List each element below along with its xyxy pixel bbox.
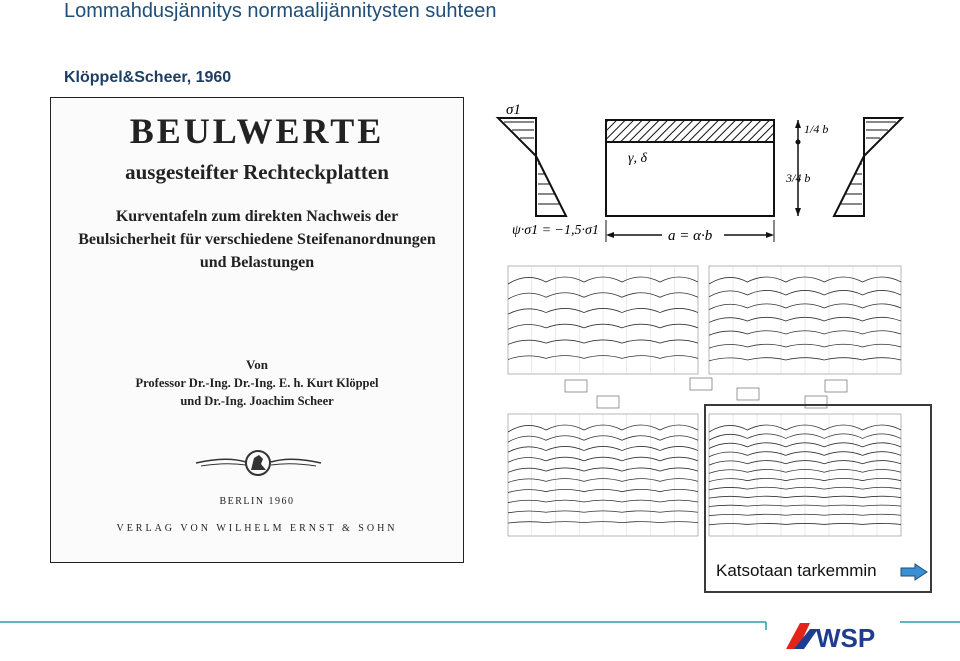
cover-author-2: und Dr.-Ing. Joachim Scheer xyxy=(180,394,334,408)
load-case-sketch xyxy=(737,388,759,400)
arrow-right-icon xyxy=(900,563,928,581)
cover-authors xyxy=(51,374,463,410)
callout-label: Katsotaan tarkemmin xyxy=(716,561,877,580)
load-case-sketch xyxy=(597,396,619,408)
cover-subtitle: ausgesteifter Rechteckplatten xyxy=(125,160,389,184)
wsp-logo xyxy=(786,619,886,655)
right-stress-distribution xyxy=(834,118,902,216)
left-stress-distribution xyxy=(498,118,566,216)
publisher-emblem-icon xyxy=(191,446,326,480)
cover-author-1: Professor Dr.-Ing. Dr.-Ing. E. h. Kurt Klöppel xyxy=(135,376,379,390)
stiffener-hatched xyxy=(606,120,774,142)
cover-place-year: BERLIN 1960 xyxy=(219,496,295,507)
stress-relation-label: ψ·σ1 = −1,5·σ1 xyxy=(512,223,599,238)
length-label: a = α·b xyxy=(668,228,713,244)
load-case-sketch xyxy=(565,380,587,392)
book-cover xyxy=(50,97,464,563)
logo-text: WSP xyxy=(816,623,876,653)
page-subtitle: Klöppel&Scheer, 1960 xyxy=(64,69,232,86)
cover-main-title: BEULWERTE xyxy=(129,111,385,151)
load-case-sketch xyxy=(690,378,712,390)
gamma-delta-label: γ, δ xyxy=(628,151,648,166)
cover-by: Von xyxy=(246,357,268,372)
cover-publisher: VERLAG VON WILHELM ERNST & SOHN xyxy=(116,523,398,534)
cover-description: Kurventafeln zum direkten Nachweis der Beulsicherheit für verschiedene Steifenanordnungen und Belastungen xyxy=(78,208,436,271)
sigma-label: σ1 xyxy=(506,102,521,118)
page-title: Lommahdusjännitys normaalijännitysten suhteen xyxy=(64,0,497,22)
load-case-sketch xyxy=(825,380,847,392)
stiffened-plate-diagram xyxy=(492,100,904,246)
ratio-top-label: 1/4 b xyxy=(804,122,829,136)
ratio-bottom-label: 3/4 b xyxy=(786,171,811,185)
